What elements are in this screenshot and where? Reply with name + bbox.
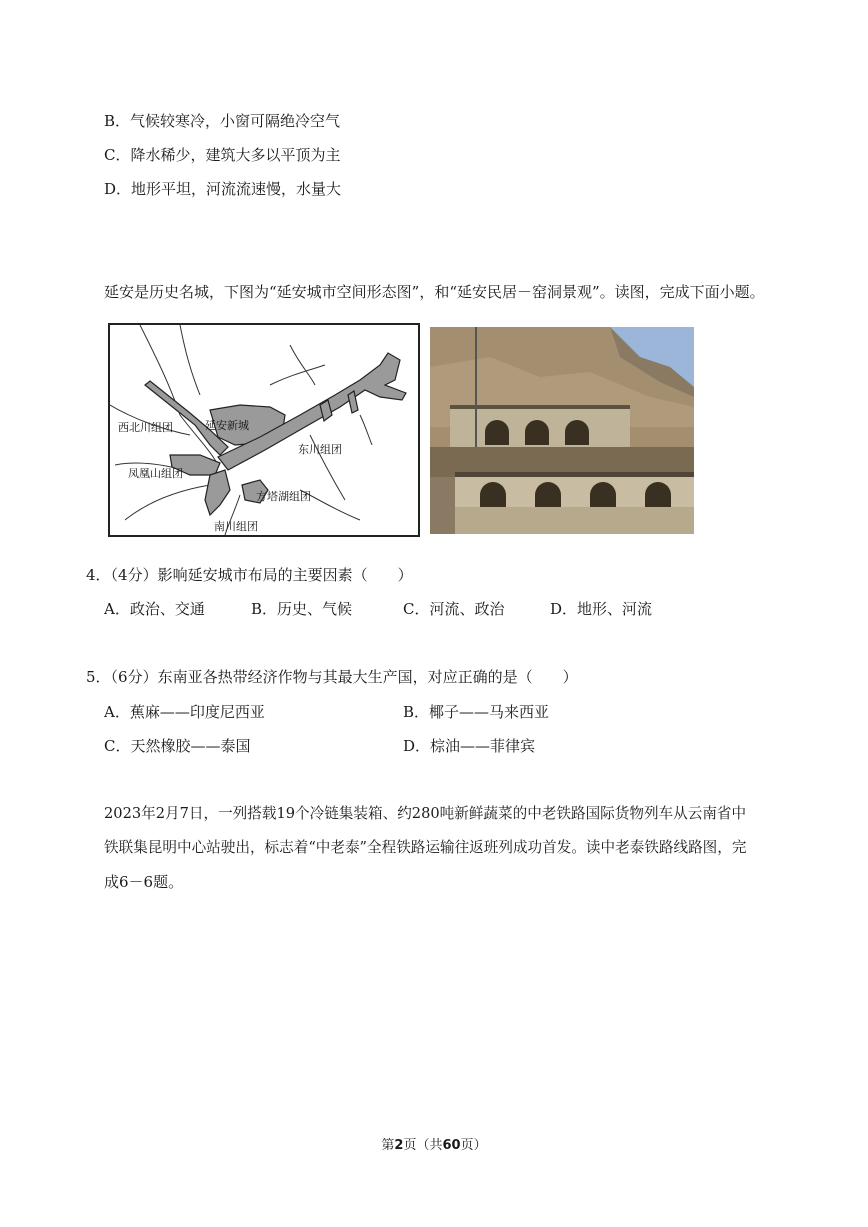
railway-line-3: 成6－6题。 bbox=[104, 873, 184, 891]
map-drawing bbox=[110, 325, 418, 535]
label-dongchuan: 东川组团 bbox=[298, 443, 342, 456]
river-line bbox=[180, 325, 200, 395]
river-line bbox=[270, 365, 325, 385]
page-footer bbox=[0, 1136, 868, 1156]
option-c: C．降水稀少，建筑大多以平顶为主 bbox=[104, 146, 341, 164]
q5-option-c: C．天然橡胶——泰国 bbox=[104, 737, 251, 755]
passage-yanan: 延安是历史名城，下图为“延安城市空间形态图”，和“延安民居－窑洞景观”。读图，完成下面小题。 bbox=[104, 283, 765, 301]
nanchuan-cluster bbox=[205, 470, 230, 515]
q4-option-c: C．河流、政治 bbox=[403, 600, 505, 618]
cave-dwelling-photo bbox=[430, 327, 694, 534]
label-xibeichuan: 西北川组团 bbox=[118, 421, 173, 434]
river-line bbox=[290, 345, 315, 385]
label-fenghuangshan: 凤凰山组团 bbox=[128, 467, 183, 480]
q4-option-a: A．政治、交通 bbox=[104, 600, 205, 618]
river-line bbox=[140, 325, 218, 465]
railway-line-2: 铁联集昆明中心站驶出，标志着“中老泰”全程铁路运输往返班列成功首发。读中老泰铁路线路图，完 bbox=[104, 839, 747, 856]
label-fangtahu: 方塔湖组团 bbox=[256, 490, 311, 503]
q5-option-a: A．蕉麻——印度尼西亚 bbox=[104, 703, 265, 721]
footer-suffix: 页） bbox=[460, 1138, 487, 1153]
railway-line-1: 2023年2月7日，一列搭载19个冷链集装箱、约280吨新鲜蔬菜的中老铁路国际货物列车从云南省中 bbox=[104, 805, 747, 822]
q4-option-b: B．历史、气候 bbox=[251, 600, 353, 618]
q4-option-d: D．地形、河流 bbox=[550, 600, 653, 618]
river-line bbox=[360, 415, 372, 445]
q5-option-d: D．棕油——菲律宾 bbox=[403, 737, 536, 755]
footer-total-pages: 60 bbox=[442, 1138, 461, 1153]
footer-middle: 页（共 bbox=[403, 1138, 443, 1153]
q5-option-b: B．椰子——马来西亚 bbox=[403, 703, 550, 721]
option-d: D．地形平坦，河流流速慢，水量大 bbox=[104, 180, 342, 198]
footer-prefix: 第 bbox=[381, 1138, 395, 1153]
option-b: B．气候较寒冷，小窗可隔绝冷空气 bbox=[104, 112, 341, 130]
river-line bbox=[125, 485, 210, 520]
footer-page-number: 2 bbox=[394, 1138, 404, 1153]
label-yanan-xincheng: 延安新城 bbox=[205, 419, 249, 432]
label-nanchuan: 南川组团 bbox=[214, 520, 258, 533]
yanan-city-map bbox=[108, 323, 420, 537]
q5-stem: 5．（6分）东南亚各热带经济作物与其最大生产国，对应正确的是（ ） bbox=[86, 668, 578, 686]
cave-dwelling-illustration bbox=[430, 327, 694, 534]
q4-stem: 4．（4分）影响延安城市布局的主要因素（ ） bbox=[86, 566, 413, 584]
